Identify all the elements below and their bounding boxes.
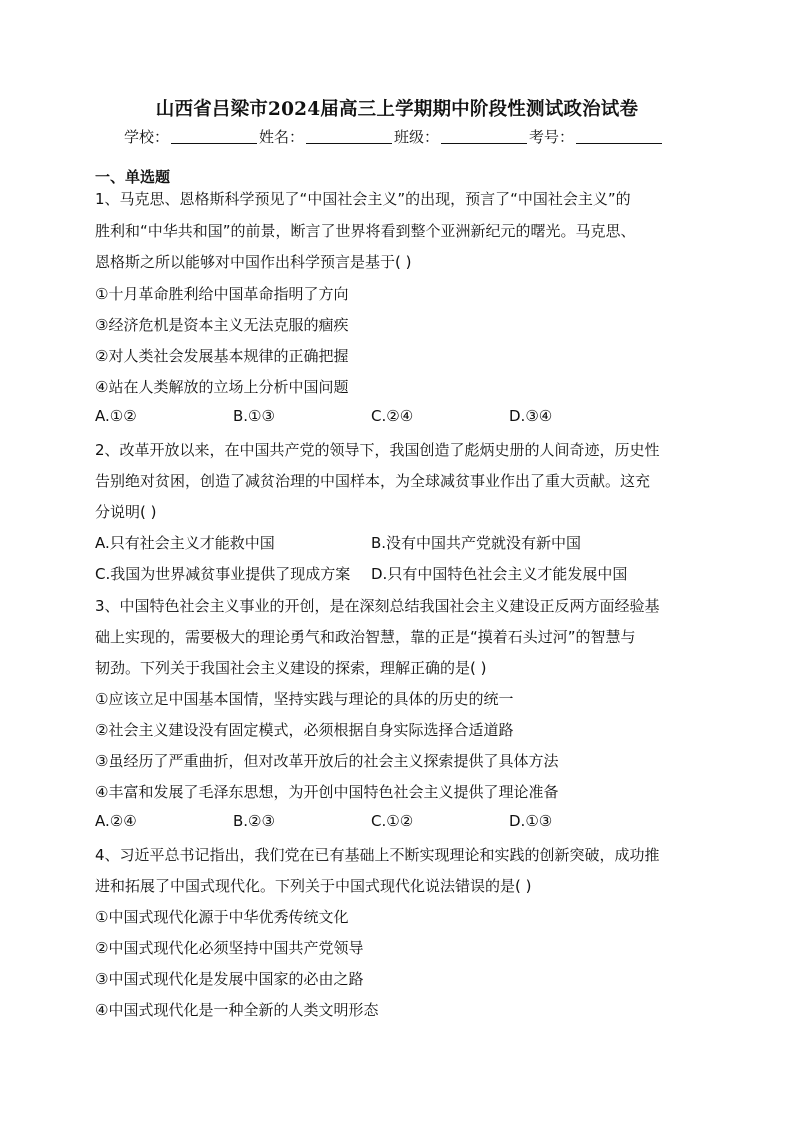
question-1-line-3: 恩格斯之所以能够对中国作出科学预言是基于( ) — [95, 253, 412, 271]
question-2-option-c[interactable]: C.我国为世界减贫事业提供了现成方案 — [95, 565, 351, 583]
question-3-option-a[interactable]: A.②④ — [95, 812, 137, 830]
question-1-item-2: ③经济危机是资本主义无法克服的痼疾 — [95, 316, 349, 334]
question-4-item-1: ①中国式现代化源于中华优秀传统文化 — [95, 908, 349, 926]
question-3-option-b[interactable]: B.②③ — [233, 812, 275, 830]
question-1-option-a[interactable]: A.①② — [95, 407, 137, 425]
question-4-item-4: ④中国式现代化是一种全新的人类文明形态 — [95, 1001, 379, 1019]
question-4-line-2: 进和拓展了中国式现代化。下列关于中国式现代化说法错误的是( ) — [95, 877, 532, 895]
school-blank[interactable] — [171, 129, 257, 144]
question-1-option-d[interactable]: D.③④ — [509, 407, 553, 425]
question-1-item-4: ④站在人类解放的立场上分析中国问题 — [95, 378, 349, 396]
question-3-item-3: ③虽经历了严重曲折，但对改革开放后的社会主义探索提供了具体方法 — [95, 752, 559, 770]
question-3-item-1: ①应该立足中国基本国情，坚持实践与理论的具体的历史的统一 — [95, 690, 514, 708]
question-4-item-3: ③中国式现代化是发展中国家的必由之路 — [95, 970, 364, 988]
question-4-item-2: ②中国式现代化必须坚持中国共产党领导 — [95, 939, 364, 957]
question-1-line-1: 1、马克思、恩格斯科学预见了“中国社会主义”的出现，预言了“中国社会主义”的 — [95, 190, 631, 208]
question-3-item-4: ④丰富和发展了毛泽东思想，为开创中国特色社会主义提供了理论准备 — [95, 783, 559, 801]
question-3-option-c[interactable]: C.①② — [371, 812, 414, 830]
class-label: 班级： — [394, 128, 440, 146]
question-2-line-2: 告别绝对贫困，创造了减贫治理的中国样本，为全球减贫事业作出了重大贡献。这充 — [95, 472, 651, 490]
question-3-item-2: ②社会主义建设没有固定模式，必须根据自身实际选择合适道路 — [95, 721, 514, 739]
school-label: 学校： — [124, 128, 170, 146]
name-label: 姓名： — [259, 128, 305, 146]
question-4-line-1: 4、习近平总书记指出，我们党在已有基础上不断实现理论和实践的创新突破，成功推 — [95, 846, 660, 864]
exam-number-label: 考号： — [529, 128, 575, 146]
question-2-option-b[interactable]: B.没有中国共产党就没有新中国 — [371, 534, 582, 552]
section-heading: 一、单选题 — [95, 168, 171, 186]
question-3-line-1: 3、中国特色社会主义事业的开创，是在深刻总结我国社会主义建设正反两方面经验基 — [95, 597, 660, 615]
question-2-option-a[interactable]: A.只有社会主义才能救中国 — [95, 534, 275, 552]
question-1-option-b[interactable]: B.①③ — [233, 407, 275, 425]
question-3-option-d[interactable]: D.①③ — [509, 812, 553, 830]
question-2-line-1: 2、改革开放以来，在中国共产党的领导下，我国创造了彪炳史册的人间奇迹，历史性 — [95, 441, 660, 459]
question-2-option-d[interactable]: D.只有中国特色社会主义才能发展中国 — [371, 565, 628, 583]
question-1-item-1: ①十月革命胜利给中国革命指明了方向 — [95, 285, 349, 303]
question-1-line-2: 胜利和“中华共和国”的前景，断言了世界将看到整个亚洲新纪元的曙光。马克思、 — [95, 222, 636, 240]
question-3-line-3: 韧劲。下列关于我国社会主义建设的探索，理解正确的是( ) — [95, 659, 487, 677]
question-1-option-c[interactable]: C.②④ — [371, 407, 414, 425]
exam-title: 山西省吕梁市2024届高三上学期期中阶段性测试政治试卷 — [155, 99, 639, 120]
name-blank[interactable] — [306, 129, 392, 144]
question-1-item-3: ②对人类社会发展基本规律的正确把握 — [95, 347, 349, 365]
class-blank[interactable] — [441, 129, 527, 144]
question-3-line-2: 础上实现的，需要极大的理论勇气和政治智慧，靠的正是“摸着石头过河”的智慧与 — [95, 628, 636, 646]
exam-number-blank[interactable] — [576, 129, 662, 144]
question-2-line-3: 分说明( ) — [95, 503, 157, 521]
student-info-row — [124, 126, 664, 147]
